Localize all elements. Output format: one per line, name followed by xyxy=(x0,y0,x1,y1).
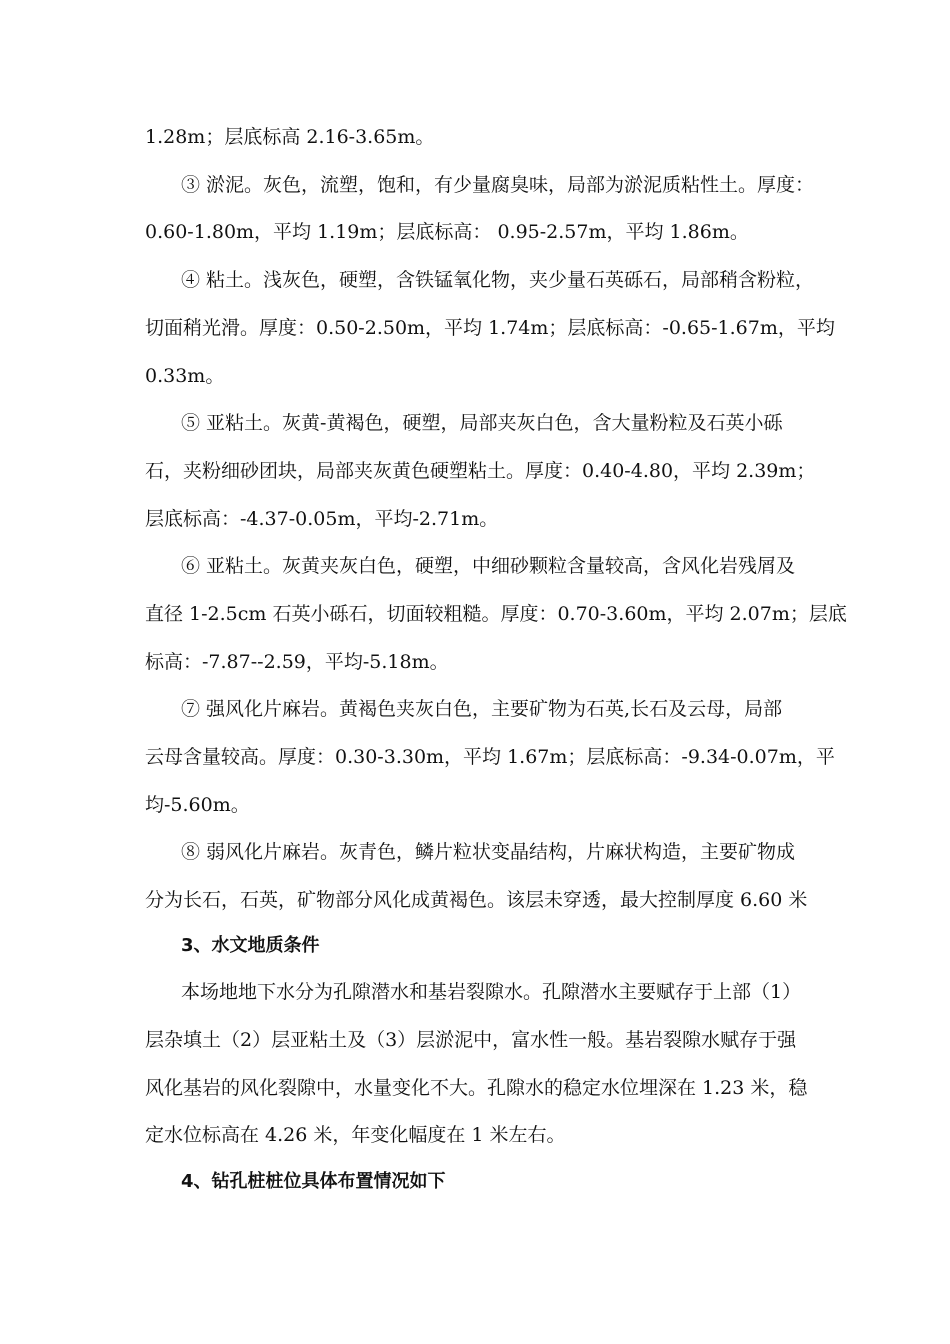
text-line: 云母含量较高。厚度：0.30-3.30m，平均 1.67m；层底标高：-9.34-0.07m，平 xyxy=(145,746,835,768)
text-line: 定水位标高在 4.26 米，年变化幅度在 1 米左右。 xyxy=(145,1124,566,1146)
text-line: 标高：-7.87--2.59，平均-5.18m。 xyxy=(145,651,449,673)
text-line: 风化基岩的风化裂隙中，水量变化不大。孔隙水的稳定水位埋深在 1.23 米，稳 xyxy=(145,1077,808,1099)
text-line: 0.33m。 xyxy=(145,365,225,387)
text-line: 0.60-1.80m，平均 1.19m；层底标高： 0.95-2.57m，平均 1.86m。 xyxy=(145,221,749,243)
text-line: 石，夹粉细砂团块，局部夹灰黄色硬塑粘土。厚度：0.40-4.80，平均 2.39m； xyxy=(145,460,816,482)
text-line: ⑧ 弱风化片麻岩。灰青色，鳞片粒状变晶结构，片麻状构造，主要矿物成 xyxy=(181,841,796,863)
section-heading: 4、钻孔桩桩位具体布置情况如下 xyxy=(181,1171,446,1192)
text-line: 直径 1-2.5cm 石英小砾石，切面较粗糙。厚度：0.70-3.60m，平均 2.07m；层底 xyxy=(145,603,847,625)
text-line: 分为长石，石英，矿物部分风化成黄褐色。该层未穿透，最大控制厚度 6.60 米 xyxy=(145,889,808,911)
text-line: ③ 淤泥。灰色，流塑，饱和，有少量腐臭味，局部为淤泥质粘性土。厚度： xyxy=(181,174,815,196)
section-heading: 3、水文地质条件 xyxy=(181,935,320,956)
text-line: ④ 粘土。浅灰色，硬塑，含铁锰氧化物，夹少量石英砾石，局部稍含粉粒， xyxy=(181,269,815,291)
text-line: 层底标高：-4.37-0.05m，平均-2.71m。 xyxy=(145,508,499,530)
text-line: 本场地地下水分为孔隙潜水和基岩裂隙水。孔隙潜水主要赋存于上部（1） xyxy=(181,981,802,1003)
text-line: 切面稍光滑。厚度：0.50-2.50m，平均 1.74m；层底标高：-0.65-1.67m，平均 xyxy=(145,317,835,339)
text-line: ⑤ 亚粘土。灰黄-黄褐色，硬塑，局部夹灰白色，含大量粉粒及石英小砾 xyxy=(181,412,783,434)
text-line: ⑦ 强风化片麻岩。黄褐色夹灰白色，主要矿物为石英,长石及云母，局部 xyxy=(181,698,783,720)
text-line: 均-5.60m。 xyxy=(145,794,250,816)
text-line: 1.28m；层底标高 2.16-3.65m。 xyxy=(145,126,435,148)
text-line: ⑥ 亚粘土。灰黄夹灰白色，硬塑，中细砂颗粒含量较高，含风化岩残屑及 xyxy=(181,555,796,577)
text-line: 层杂填土（2）层亚粘土及（3）层淤泥中，富水性一般。基岩裂隙水赋存于强 xyxy=(145,1029,797,1051)
